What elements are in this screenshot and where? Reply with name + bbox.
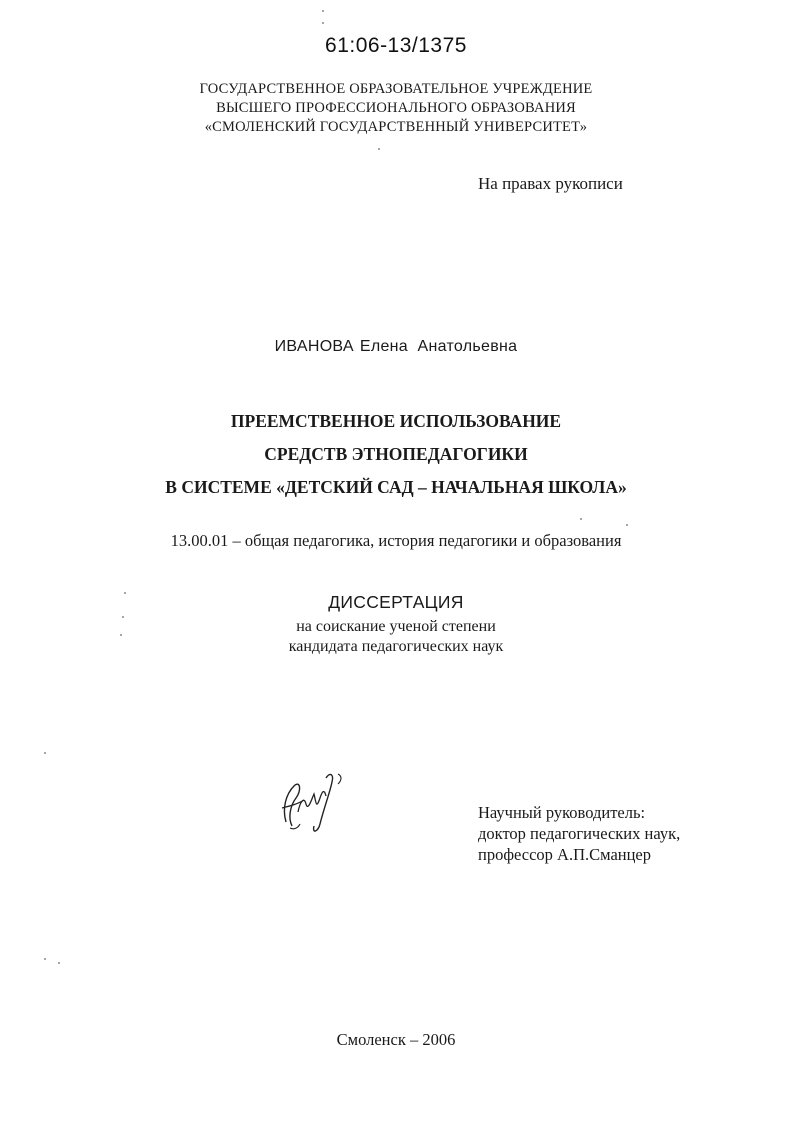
scan-speck	[580, 518, 582, 520]
supervisor-label: Научный руководитель:	[478, 803, 646, 822]
thesis-title-line-2: СРЕДСТВ ЭТНОПЕДАГОГИКИ	[264, 444, 528, 464]
degree-line-1: на соискание ученой степени	[296, 618, 496, 635]
scan-speck	[122, 616, 124, 618]
supervisor-name: профессор А.П.Сманцер	[478, 845, 652, 864]
author-name	[0, 338, 792, 356]
institution-line-1: ГОСУДАРСТВЕННОЕ ОБРАЗОВАТЕЛЬНОЕ УЧРЕЖДЕНИЕ	[199, 81, 593, 97]
scan-speck	[120, 634, 122, 636]
thesis-title-line-3: В СИСТЕМЕ «ДЕТСКИЙ САД – НАЧАЛЬНАЯ ШКОЛА»	[165, 477, 627, 497]
institution-line-2: ВЫСШЕГО ПРОФЕССИОНАЛЬНОГО ОБРАЗОВАНИЯ	[216, 100, 576, 116]
manuscript-note: На правах рукописи	[478, 174, 623, 193]
scan-speck	[44, 958, 46, 960]
scan-speck	[378, 148, 380, 150]
thesis-title	[0, 405, 792, 504]
scan-speck	[124, 592, 126, 594]
specialty-code: 13.00.01 – общая педагогика, история педагогики и образования	[170, 531, 622, 550]
catalog-number: 61:06-13/1375	[325, 34, 467, 57]
scan-speck	[44, 752, 46, 754]
institution-block	[0, 80, 792, 137]
author-given-names: Елена Анатольевна	[359, 338, 518, 355]
degree-block	[0, 617, 792, 657]
scan-speck	[58, 962, 60, 964]
city-year: Смоленск – 2006	[336, 1030, 456, 1049]
scan-speck	[626, 524, 628, 526]
scan-speck	[322, 22, 324, 24]
supervisor-block	[478, 802, 680, 865]
author-surname: ИВАНОВА	[274, 338, 354, 355]
supervisor-degree: доктор педагогических наук,	[478, 824, 681, 843]
scan-speck	[322, 10, 324, 12]
thesis-title-line-1: ПРЕЕМСТВЕННОЕ ИСПОЛЬЗОВАНИЕ	[230, 411, 562, 431]
document-type-label: ДИССЕРТАЦИЯ	[328, 592, 464, 612]
institution-line-3: «СМОЛЕНСКИЙ ГОСУДАРСТВЕННЫЙ УНИВЕРСИТЕТ»	[204, 119, 588, 135]
handwritten-signature	[272, 768, 362, 840]
degree-line-2: кандидата педагогических наук	[288, 638, 504, 655]
